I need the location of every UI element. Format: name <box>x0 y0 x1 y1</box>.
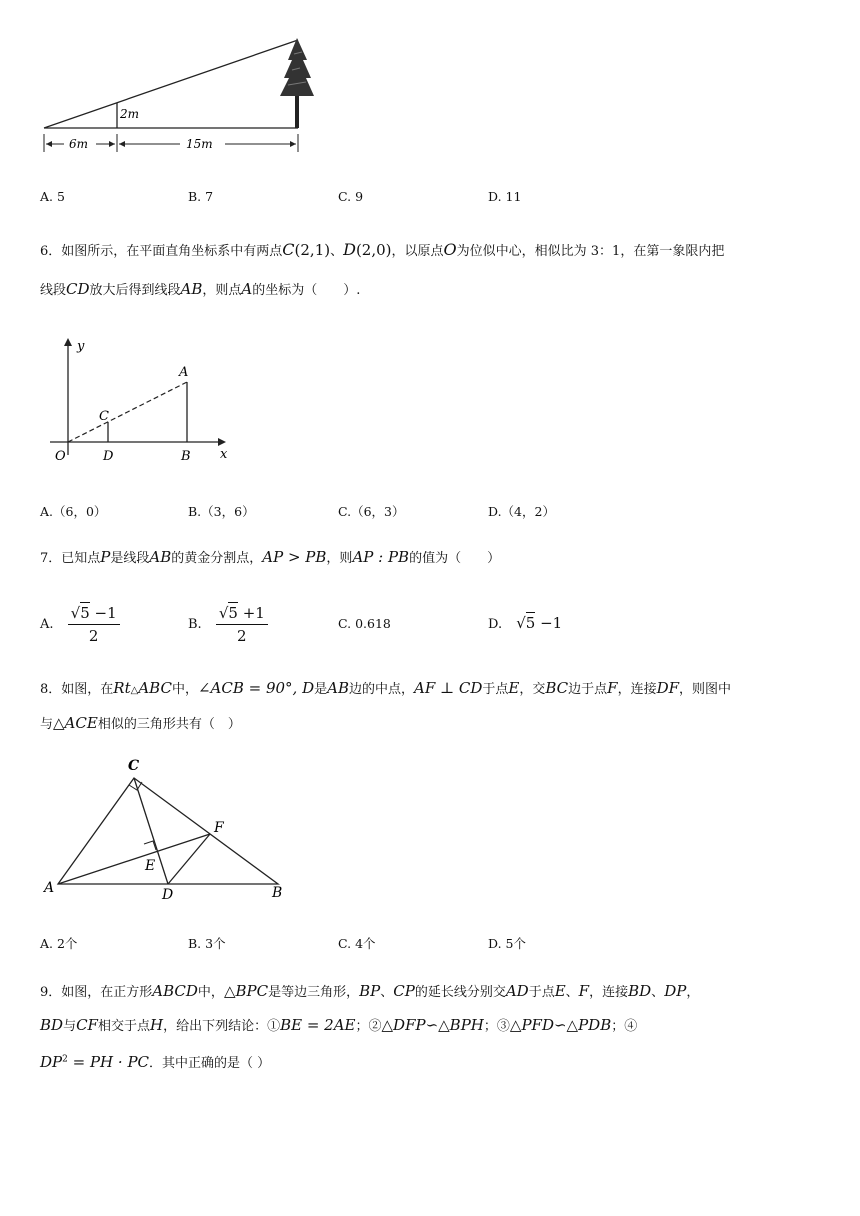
point-c-label: C <box>128 758 140 774</box>
q7-option-c[interactable]: C. 0.618 <box>338 616 391 631</box>
q9-stem-line2: BD与CF相交于点H，给出下列结论：①BE = 2AE；②△DFP∽△BPH；③△PFD∽△PDB；④ <box>40 1016 638 1034</box>
q5-option-d[interactable]: D. 11 <box>488 189 522 204</box>
q7-option-b[interactable]: B. $\frac{√5 +1}{2}$ <box>188 604 268 645</box>
q8-option-a[interactable]: A. 2个 <box>40 936 78 951</box>
point-d-label: D <box>162 887 174 902</box>
point-b-label: B <box>181 449 191 464</box>
x-axis-label: x <box>220 447 228 462</box>
q8-option-c[interactable]: C. 4个 <box>338 936 376 951</box>
q6-option-b[interactable]: B.（3，6） <box>188 504 255 519</box>
q6-coordinate-figure <box>40 330 240 465</box>
q6-option-a[interactable]: A.（6，0） <box>40 504 107 519</box>
q9-stem-line3: $DP^2$ = PH · PC．其中正确的是（ ） <box>40 1053 271 1071</box>
q6-stem-line2: 线段CD放大后得到线段AB，则点A的坐标为（ ）. <box>40 280 361 298</box>
q8-stem-line1: 8．如图，在Rt△ABC中，∠ACB = 90°, D是AB边的中点，AF ⊥ CD于点E，交BC边于点F，连接DF，则图中 <box>40 679 732 697</box>
q6-option-d[interactable]: D.（4，2） <box>488 504 555 519</box>
origin-label: O <box>55 449 66 464</box>
q8-stem-line2: 与△ACE相似的三角形共有（ ） <box>40 714 241 732</box>
segment-af <box>58 834 210 884</box>
q6-option-c[interactable]: C.（6，3） <box>338 504 405 519</box>
q7-option-a[interactable]: A. $\frac{√5 -1}{2}$ <box>40 604 120 645</box>
sight-line <box>44 40 298 128</box>
point-b-label: B <box>272 885 283 901</box>
q5-option-b[interactable]: B. 7 <box>188 189 214 204</box>
left-length-label: 6m <box>69 137 89 151</box>
right-length-label: 15m <box>186 137 213 151</box>
tree-icon <box>280 38 314 128</box>
q5-figure <box>30 30 330 165</box>
point-d-label: D <box>103 449 114 464</box>
q5-option-c[interactable]: C. 9 <box>338 189 364 204</box>
q7-stem: 7．已知点P是线段AB的黄金分割点，AP > PB，则AP : PB的值为（ ） <box>40 548 501 566</box>
pole-height-label: 2m <box>120 107 140 121</box>
dashed-line-oa <box>68 382 187 442</box>
point-a-label: A <box>44 880 55 896</box>
triangle-abc <box>58 778 278 884</box>
point-e-label: E <box>145 858 156 874</box>
q6-stem-line1: 6．如图所示，在平面直角坐标系中有两点C(2,1)、D(2,0)，以原点O为位似中心，相似比为 3：1，在第一象限内把 <box>40 240 725 259</box>
q8-triangle-figure <box>40 752 300 902</box>
q8-option-d[interactable]: D. 5个 <box>488 936 526 951</box>
q8-option-b[interactable]: B. 3个 <box>188 936 226 951</box>
point-c-label: C <box>99 409 109 424</box>
q5-option-a[interactable]: A. 5 <box>40 189 65 204</box>
point-f-label: F <box>214 820 224 836</box>
q7-option-d[interactable]: D. √5 −1 <box>488 614 563 632</box>
q9-stem-line1: 9．如图，在正方形ABCD中，△BPC是等边三角形，BP、CP的延长线分别交AD于点E、F，连接BD、DP， <box>40 982 700 1000</box>
point-a-label: A <box>179 365 189 380</box>
y-axis-label: y <box>77 339 85 354</box>
